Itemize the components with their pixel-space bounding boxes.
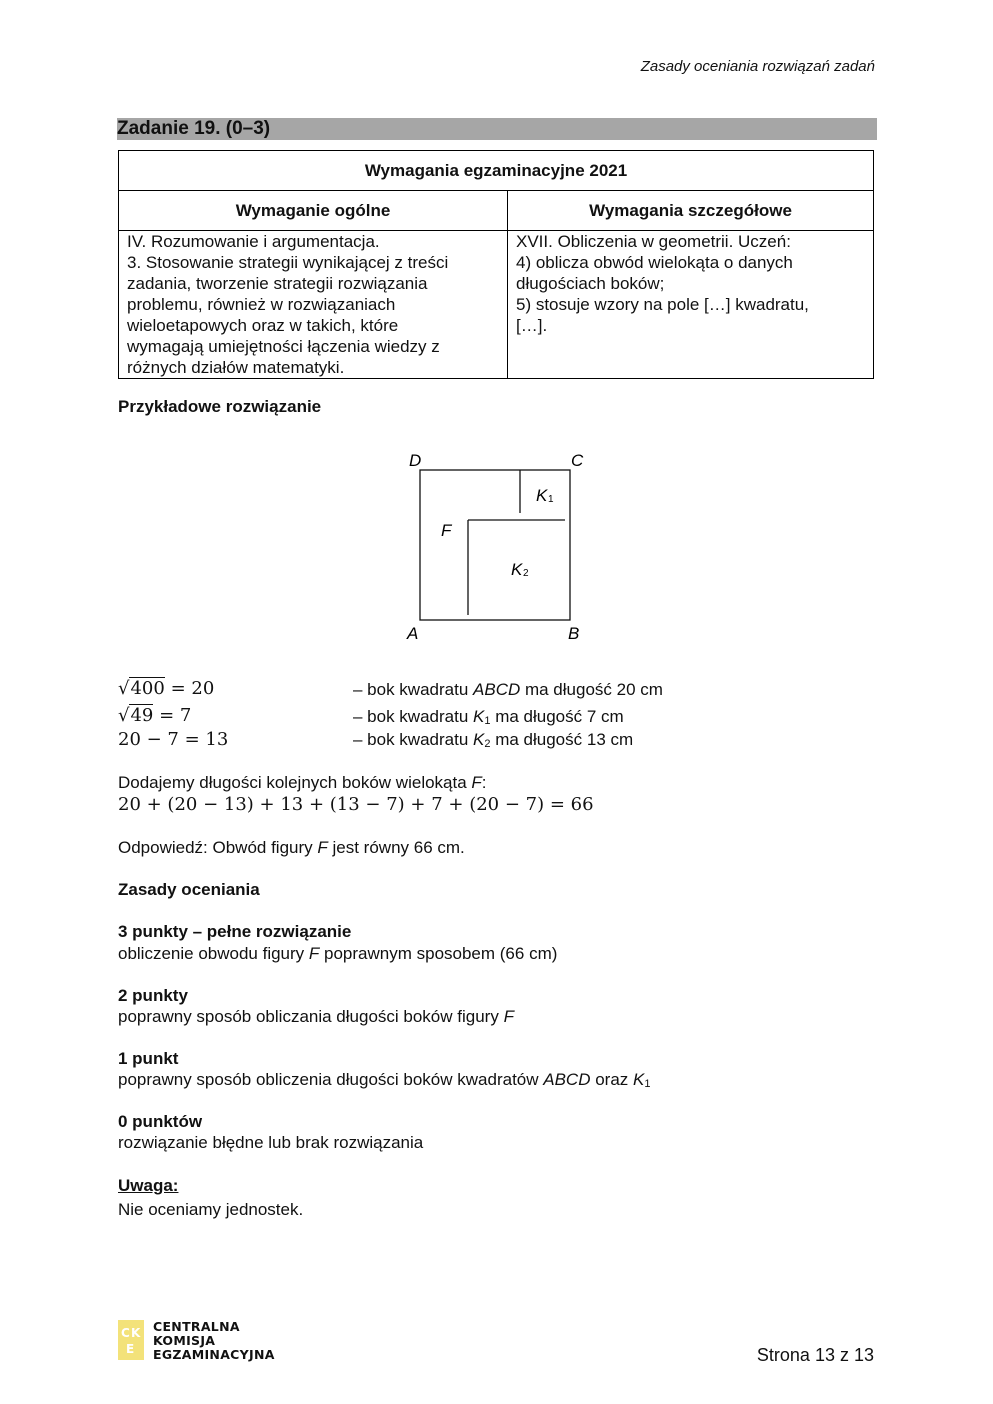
solution-heading: Przykładowe rozwiązanie bbox=[118, 397, 322, 416]
svg-text:E: E bbox=[126, 1342, 135, 1356]
step-2-rhs: = 7 bbox=[159, 705, 192, 726]
svg-text:C: C bbox=[121, 1326, 130, 1340]
step-1-math bbox=[118, 678, 214, 699]
page-number: Strona 13 z 13 bbox=[756, 1345, 874, 1365]
col-header-general: Wymaganie ogólne bbox=[119, 191, 508, 231]
label-b: B bbox=[568, 624, 580, 643]
step-3-desc: – bok kwadratu $K_2$ ma długość 13 cm bbox=[353, 730, 634, 750]
cke-logo-text bbox=[153, 1320, 275, 1362]
detailed-requirement-cell bbox=[508, 231, 874, 379]
detailed-requirement-text: XVII. Obliczenia w geometrii. Uczeń: 4) oblicza obwód wielokąta o danych długościach boków; 5) stosuje wzory na pole […] kwadratu, […]. bbox=[516, 232, 809, 335]
col-header-detailed: Wymagania szczegółowe bbox=[508, 191, 874, 231]
score-2-title: 2 punkty bbox=[118, 986, 188, 1005]
svg-text:K: K bbox=[131, 1326, 141, 1340]
logo-line-2: KOMISJA bbox=[153, 1333, 216, 1348]
label-d: D bbox=[409, 451, 422, 470]
requirements-caption: Wymagania egzaminacyjne 2021 bbox=[119, 151, 874, 191]
step-1-rhs: = 20 bbox=[170, 678, 215, 699]
logo-line-3: EGZAMINACYJNA bbox=[153, 1347, 275, 1362]
general-requirement-text: IV. Rozumowanie i argumentacja. 3. Stosowanie strategii wynikającej z treści zadania, tworzenie strategii rozwiązania problemu, również w rozwiązaniach wieloetapowych oraz w takich, które wymagają umiejętności łączenia wiedzy z różnych działów matematyki. bbox=[127, 232, 449, 377]
running-header: Zasady oceniania rozwiązań zadań bbox=[640, 58, 875, 75]
cke-logo-mark-icon bbox=[118, 1320, 148, 1360]
step-2-math bbox=[118, 705, 191, 726]
task-title: Zadanie 19. (0–3) bbox=[117, 118, 877, 140]
cke-logo bbox=[118, 1319, 275, 1365]
sqrt-symbol: √400 bbox=[118, 678, 165, 699]
note-text: Nie oceniamy jednostek. bbox=[118, 1200, 304, 1219]
answer: Odpowiedź: Obwód figury F jest równy 66 cm. bbox=[118, 838, 465, 857]
score-0-desc: rozwiązanie błędne lub brak rozwiązania bbox=[118, 1133, 424, 1152]
note-title: Uwaga: bbox=[118, 1176, 179, 1195]
requirements-table bbox=[118, 150, 874, 379]
sum-intro: Dodajemy długości kolejnych boków wielokąta F: bbox=[118, 773, 487, 792]
diagram-svg bbox=[400, 448, 600, 648]
label-k1-sub: 1 bbox=[548, 494, 554, 505]
label-k2-sub: 2 bbox=[523, 568, 529, 579]
logo-line-1: CENTRALNA bbox=[153, 1319, 240, 1334]
scoring-heading: Zasady oceniania bbox=[118, 880, 260, 899]
label-f: F bbox=[441, 521, 452, 540]
score-3-title: 3 punkty – pełne rozwiązanie bbox=[118, 922, 352, 941]
label-a: A bbox=[407, 624, 419, 643]
geometry-diagram bbox=[400, 448, 600, 653]
score-1-title: 1 punkt bbox=[118, 1049, 179, 1068]
label-k1: K bbox=[536, 486, 548, 505]
sqrt-symbol: √49 bbox=[118, 705, 154, 726]
score-0-title: 0 punktów bbox=[118, 1112, 203, 1131]
step-1-desc: – bok kwadratu ABCD ma długość 20 cm bbox=[353, 680, 663, 699]
score-2-desc: poprawny sposób obliczania długości boków figury F bbox=[118, 1007, 514, 1026]
sum-expression: 20 + (20 − 13) + 13 + (13 − 7) + 7 + (20 − 7) = 66 bbox=[118, 794, 594, 815]
score-3-desc: obliczenie obwodu figury F poprawnym sposobem (66 cm) bbox=[118, 944, 558, 963]
square-abcd bbox=[420, 470, 570, 620]
label-c: C bbox=[571, 451, 584, 470]
label-k2: K bbox=[511, 560, 523, 579]
step-3-math: 20 − 7 = 13 bbox=[118, 729, 229, 750]
general-requirement-cell bbox=[119, 231, 508, 379]
score-1-desc: poprawny sposób obliczenia długości boków kwadratów ABCD oraz $K_1$ bbox=[118, 1070, 651, 1090]
step-2-desc: – bok kwadratu $K_1$ ma długość 7 cm bbox=[353, 707, 624, 727]
